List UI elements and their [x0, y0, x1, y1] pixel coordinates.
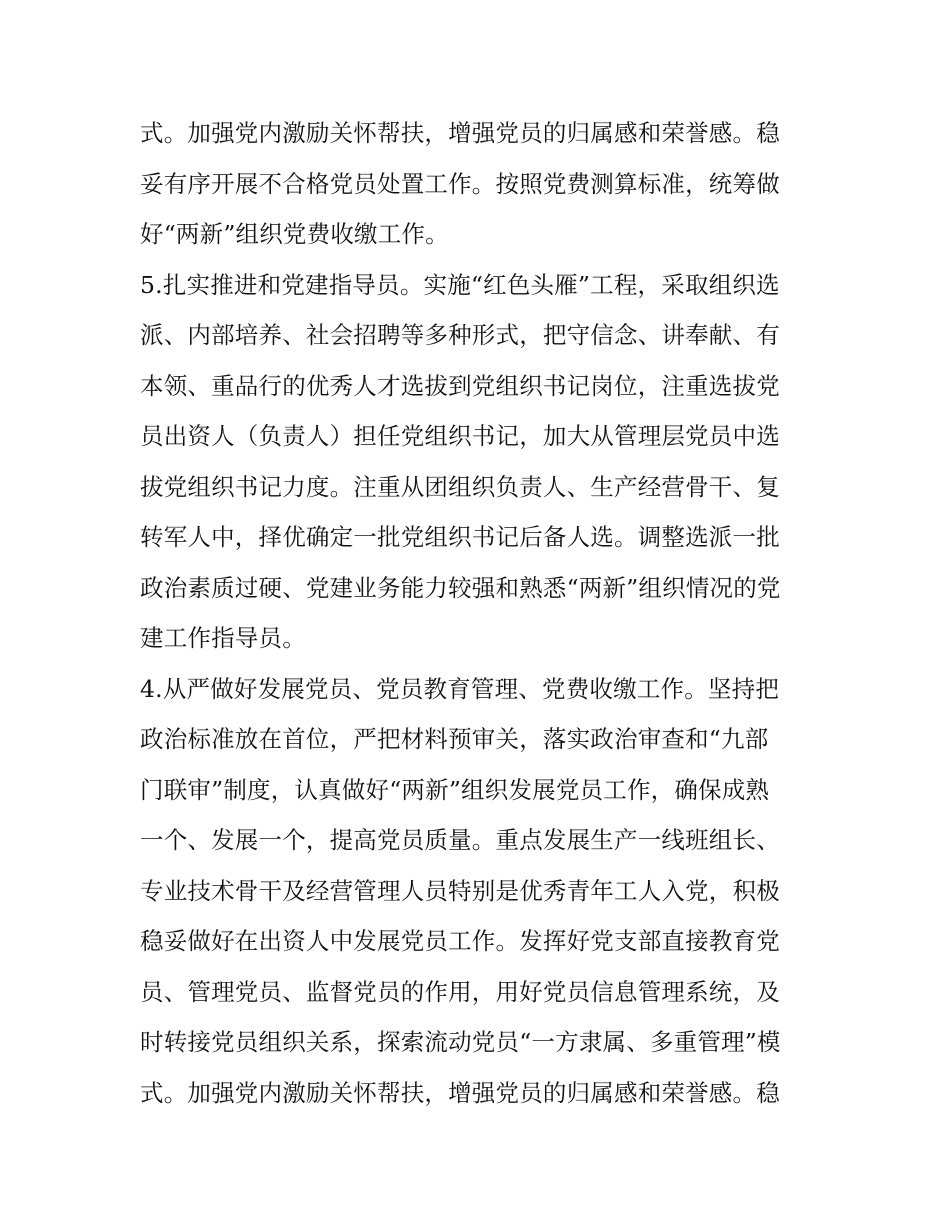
body-text	[140, 108, 820, 1118]
text-line: 一个、发展一个，提高党员质量。重点发展生产一线班组长、	[140, 826, 780, 854]
text-line: 时转接党员组织关系，探索流动党员“一方隶属、多重管理”模	[140, 1028, 781, 1056]
text-line: 式。加强党内激励关怀帮扶，增强党员的归属感和荣誉感。稳	[140, 1078, 780, 1107]
text-line: 员、管理党员、监督党员的作用，用好党员信息管理系统，及	[140, 977, 780, 1006]
text-line: 稳妥做好在出资人中发展党员工作。发挥好党支部直接教育党	[140, 927, 780, 955]
text-line: 拔党组织书记力度。注重从团组织负责人、生产经营骨干、复	[140, 472, 780, 501]
text-line: 政治素质过硬、党建业务能力较强和熟悉“两新”组织情况的党	[140, 573, 781, 602]
text-line: 式。加强党内激励关怀帮扶，增强党员的归属感和荣誉感。稳	[140, 119, 780, 147]
text-line: 专业技术骨干及经营管理人员特别是优秀青年工人入党，积极	[140, 876, 780, 905]
text-line: 政治标准放在首位，严把材料预审关，落实政治审查和“九部	[140, 725, 769, 753]
text-line: 转军人中，择优确定一批党组织书记后备人选。调整选派一批	[140, 523, 780, 551]
text-line: 好“两新”组织党费收缴工作。	[140, 220, 449, 248]
text-line: 本领、重品行的优秀人才选拔到党组织书记岗位，注重选拔党	[140, 371, 780, 400]
section-heading-line: 5.扎实推进和党建指导员。实施“红色头雁”工程，采取组织选	[140, 270, 780, 299]
text-line: 员出资人（负责人）担任党组织书记，加大从管理层党员中选	[140, 422, 780, 450]
section-heading-line: 4.从严做好发展党员、党员教育管理、党费收缴工作。坚持把	[140, 674, 780, 703]
text-line: 门联审”制度，认真做好“两新”组织发展党员工作，确保成熟	[140, 775, 770, 804]
text-line: 建工作指导员。	[140, 624, 306, 652]
text-line: 派、内部培养、社会招聘等多种形式，把守信念、讲奉献、有	[140, 321, 780, 349]
text-line: 妥有序开展不合格党员处置工作。按照党费测算标准，统筹做	[140, 169, 780, 198]
